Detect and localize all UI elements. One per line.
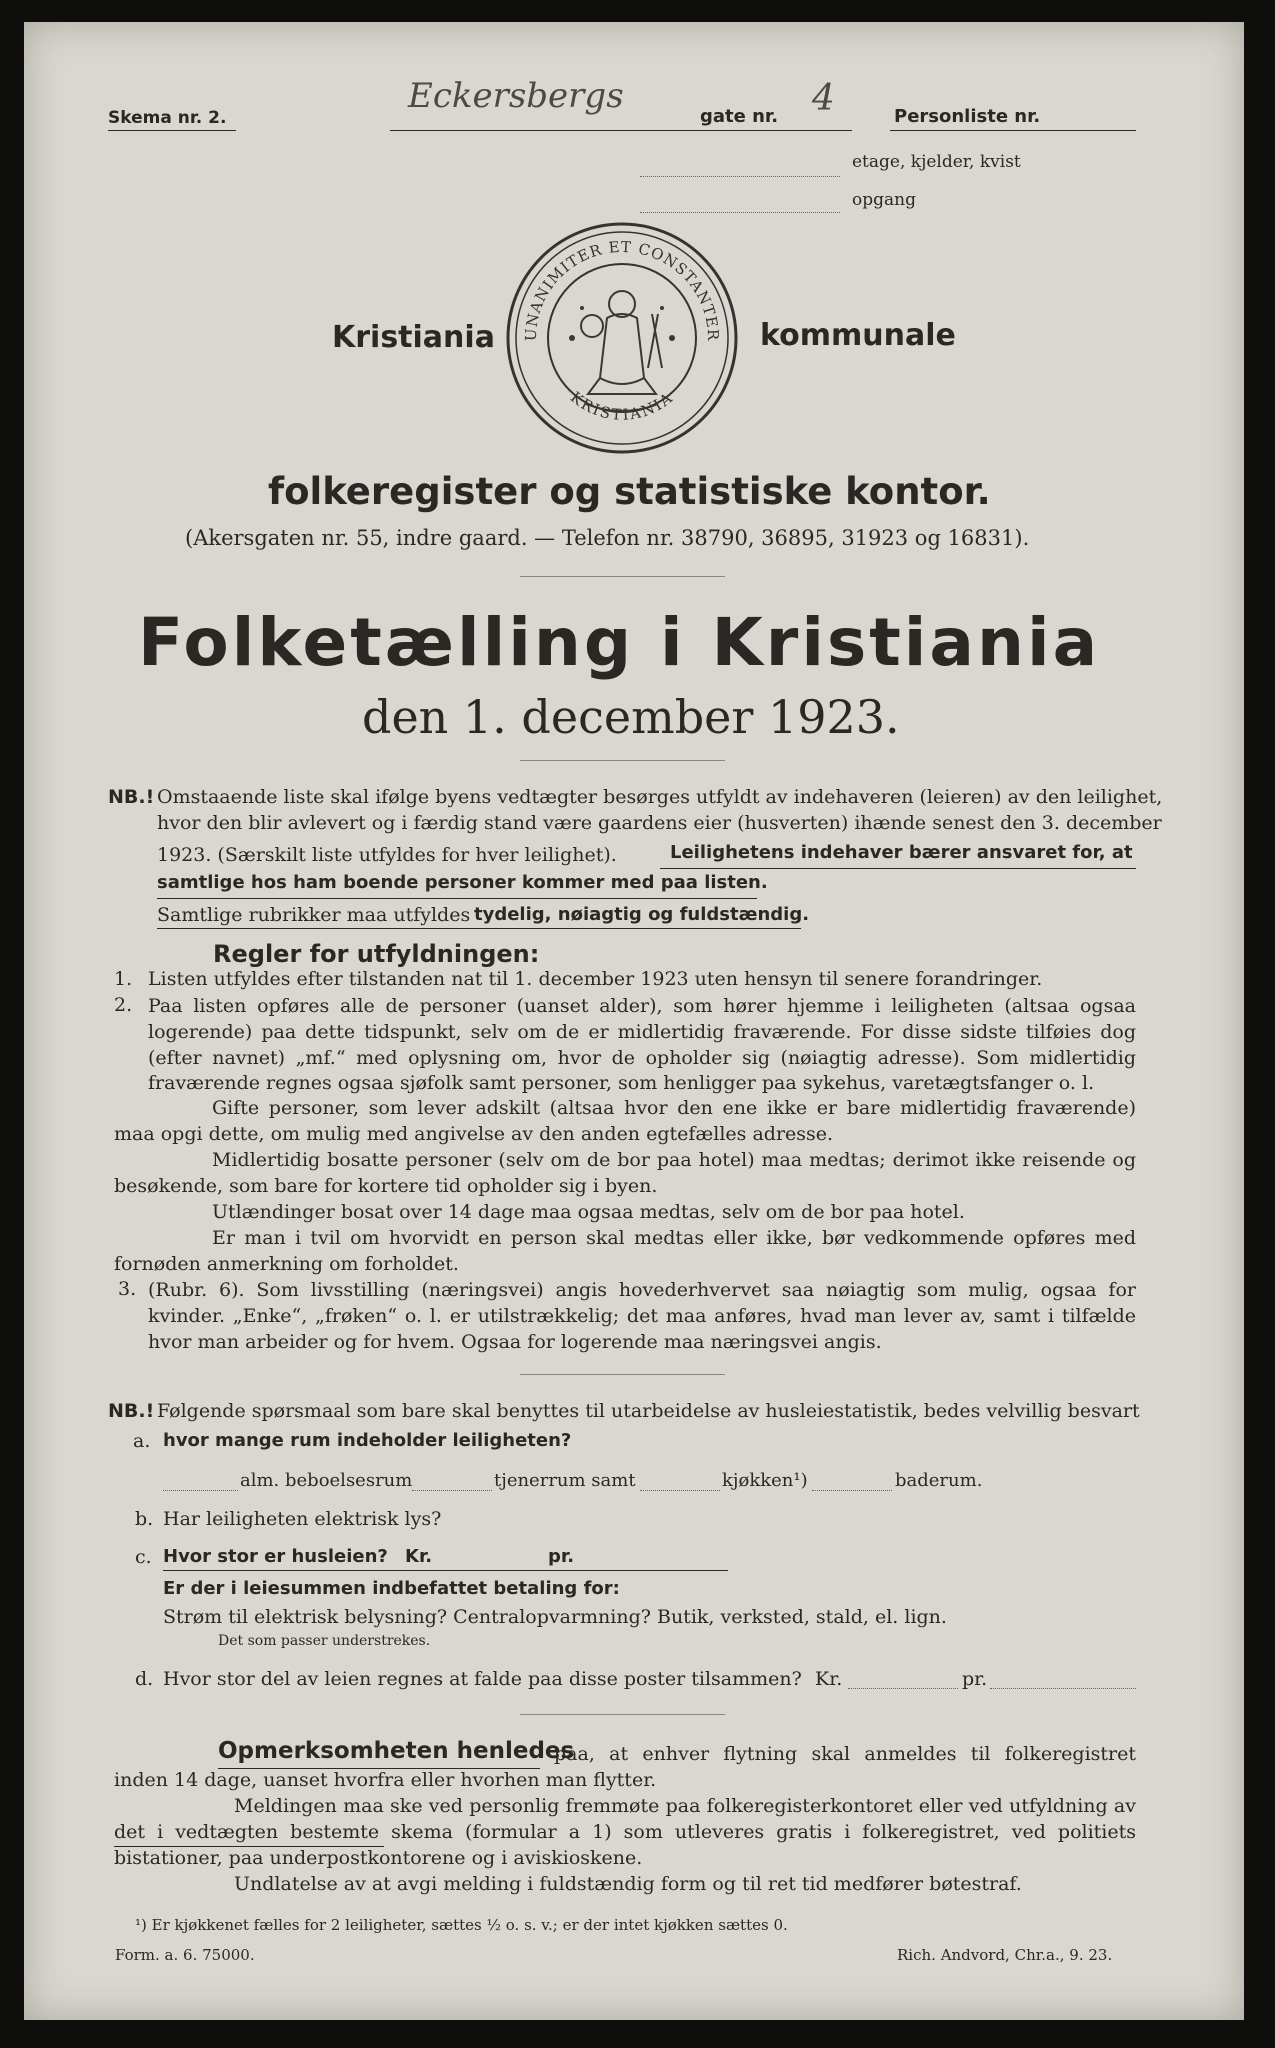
office-address: (Akersgaten nr. 55, indre gaard. — Telefon nr. 38790, 36895, 31923 og 16831).	[185, 526, 1030, 550]
svg-text:KRISTIANIA: KRISTIANIA	[566, 388, 678, 424]
nb1-line-5b: tydelig, nøiagtig og fuldstændig.	[474, 904, 810, 925]
nb1-line-3b: Leilighetens indehaver bærer ansvaret for, at	[670, 842, 1133, 863]
rent-per-label: pr.	[548, 1546, 575, 1567]
question-d-text: Hvor stor del av leien regnes at falde paa disse poster tilsammen?	[163, 1668, 802, 1690]
rule-1-number: 1.	[114, 968, 133, 990]
nb1-line-3a: 1923. (Særskilt liste utfyldes for hver leilighet).	[157, 844, 617, 866]
rules-heading: Regler for utfyldningen:	[213, 940, 540, 968]
office-name: folkeregister og statistiske kontor.	[268, 470, 991, 513]
question-c-text: Hvor stor er husleien?	[163, 1546, 388, 1567]
question-c-items: Strøm til elektrisk belysning? Centralopvarmning? Butik, verksted, stald, el. lign.	[163, 1606, 947, 1628]
svg-text:UNANIMITER ET CONSTANTER: UNANIMITER ET CONSTANTER	[521, 237, 723, 342]
schema-number: Skema nr. 2.	[108, 108, 227, 128]
printer-credit: Rich. Andvord, Chr.a., 9. 23.	[897, 1946, 1113, 1964]
question-c-note: Det som passer understrekes.	[218, 1633, 431, 1649]
rooms-bad: baderum.	[895, 1470, 983, 1491]
rule-2-text: Paa listen opføres alle de personer (uanset alder), som hører hjemme i leiligheten (altsaa ogsaa logerende) paa dette tidspunkt, selv om de er midlertidig fraværende. For disse sidste tilføies dog (efter navnet) „mf.“ med oplysning om, hvor de opholder sig (nøiagtig adresse). Som midlertidig fraværende regnes ogsaa sjøfolk samt personer, som henligger paa sykehus, varetægtsfanger o. l.	[148, 995, 1136, 1095]
notice-heading: Opmerksomheten henledes	[218, 1738, 575, 1764]
nb1-line-2: hvor den blir avlevert og i færdig stand være gaardens eier (husverten) ihænde senest den 3. december	[157, 812, 1162, 834]
nb-mark-1: NB.!	[108, 786, 155, 808]
question-b-text: Har leiligheten elektrisk lys?	[163, 1508, 442, 1530]
rule-2-doubt: Er man i tvil om hvorvidt en person skal medtas eller ikke, bør vedkommende opføres med fornøden anmerkning om forholdet.	[114, 1227, 1136, 1275]
nb1-line-4: samtlige hos ham boende personer kommer med paa listen.	[157, 872, 768, 893]
rule-2-foreigners: Utlændinger bosat over 14 dage maa ogsaa medtas, selv om de bor paa hotel.	[212, 1201, 965, 1223]
form-number: Form. a. 6. 75000.	[115, 1946, 255, 1964]
share-per-label: pr.	[962, 1668, 988, 1690]
share-kr-label: Kr.	[815, 1668, 843, 1690]
question-b-label: b.	[135, 1508, 154, 1530]
office-left-word: Kristiania	[332, 320, 495, 355]
nb-mark-2: NB.!	[108, 1400, 155, 1422]
notice-paragraph-1: paa, at enhver flytning skal anmeldes til folkeregistret inden 14 dage, uanset hvorfra eller hvorhen man flytter.	[114, 1743, 1136, 1791]
rule-3-number: 3.	[118, 1278, 137, 1300]
city-seal-icon	[502, 218, 742, 458]
rent-kr-label: Kr.	[405, 1546, 433, 1567]
office-right-word: kommunale	[760, 318, 956, 353]
census-title: Folketælling i Kristiania	[138, 604, 1101, 681]
rule-1-text: Listen utfyldes efter tilstanden nat til 1. december 1923 uten hensyn til senere forandringer.	[148, 968, 1043, 990]
floor-label: etage, kjelder, kvist	[852, 152, 1021, 172]
rule-2-residents: Midlertidig bosatte personer (selv om de bor paa hotel) maa medtas; derimot ikke reisende og besøkende, som bare for kortere tid opholder sig i byen.	[114, 1149, 1136, 1197]
rooms-kjokken: kjøkken¹)	[722, 1470, 808, 1491]
street-number-label: gate nr.	[700, 106, 779, 127]
rule-3-text: (Rubr. 6). Som livsstilling (næringsvei) angis hovederhvervet saa nøiagtig som mulig, ogsaa for kvinder. „Enke“, „frøken“ o. l. er utilstrækkelig; det maa anføres, hvad man lever av, samt i tilfælde hvor man arbeider og for hvem. Ogsaa for logerende maa næringsvei angis.	[148, 1279, 1136, 1353]
question-a-label: a.	[133, 1430, 151, 1452]
nb1-line-5a: Samtlige rubrikker maa utfyldes	[157, 904, 471, 926]
rooms-tjener: tjenerrum samt	[494, 1470, 636, 1491]
street-name-handwritten: Eckersbergs	[408, 76, 624, 116]
notice-paragraph-3: Undlatelse av at avgi melding i fuldstændig form og til ret tid medfører bøtestraf.	[234, 1873, 1022, 1895]
rule-2-number: 2.	[114, 994, 133, 1016]
census-date: den 1. december 1923.	[362, 690, 900, 744]
rooms-alm: alm. beboelsesrum	[240, 1470, 413, 1491]
rule-2-married: Gifte personer, som lever adskilt (altsaa hvor den ene ikke er bare midlertidig fraværende) maa opgi dette, om mulig med angivelse av den anden egtefælles adresse.	[114, 1097, 1136, 1145]
nb1-line-1: Omstaaende liste skal ifølge byens vedtægter besørges utfyldt av indehaveren (leieren) av den leilighet,	[157, 786, 1163, 808]
notice-paragraph-2: Meldingen maa ske ved personlig fremmøte paa folkeregisterkontoret eller ved utfyldning av det i vedtægten bestemte skema (formular a 1) som utleveres gratis i folkeregistret, ved politiets bistationer, paa underpostkontorene og i aviskioskene.	[114, 1795, 1136, 1869]
question-d-label: d.	[135, 1668, 154, 1690]
nb2-intro: Følgende spørsmaal som bare skal benyttes til utarbeidelse av husleiestatistik, bedes velvillig besvart	[157, 1400, 1140, 1422]
question-c-label: c.	[135, 1546, 152, 1568]
person-list-label: Personliste nr.	[894, 106, 1041, 127]
question-a-text: hvor mange rum indeholder leiligheten?	[163, 1430, 572, 1451]
footnote: ¹) Er kjøkkenet fælles for 2 leiligheter, sættes ½ o. s. v.; er der intet kjøkken sættes 0.	[135, 1916, 788, 1934]
entrance-label: opgang	[852, 190, 916, 210]
house-number-handwritten: 4	[812, 78, 835, 119]
question-c-sub: Er der i leiesummen indbefattet betaling for:	[163, 1578, 620, 1599]
